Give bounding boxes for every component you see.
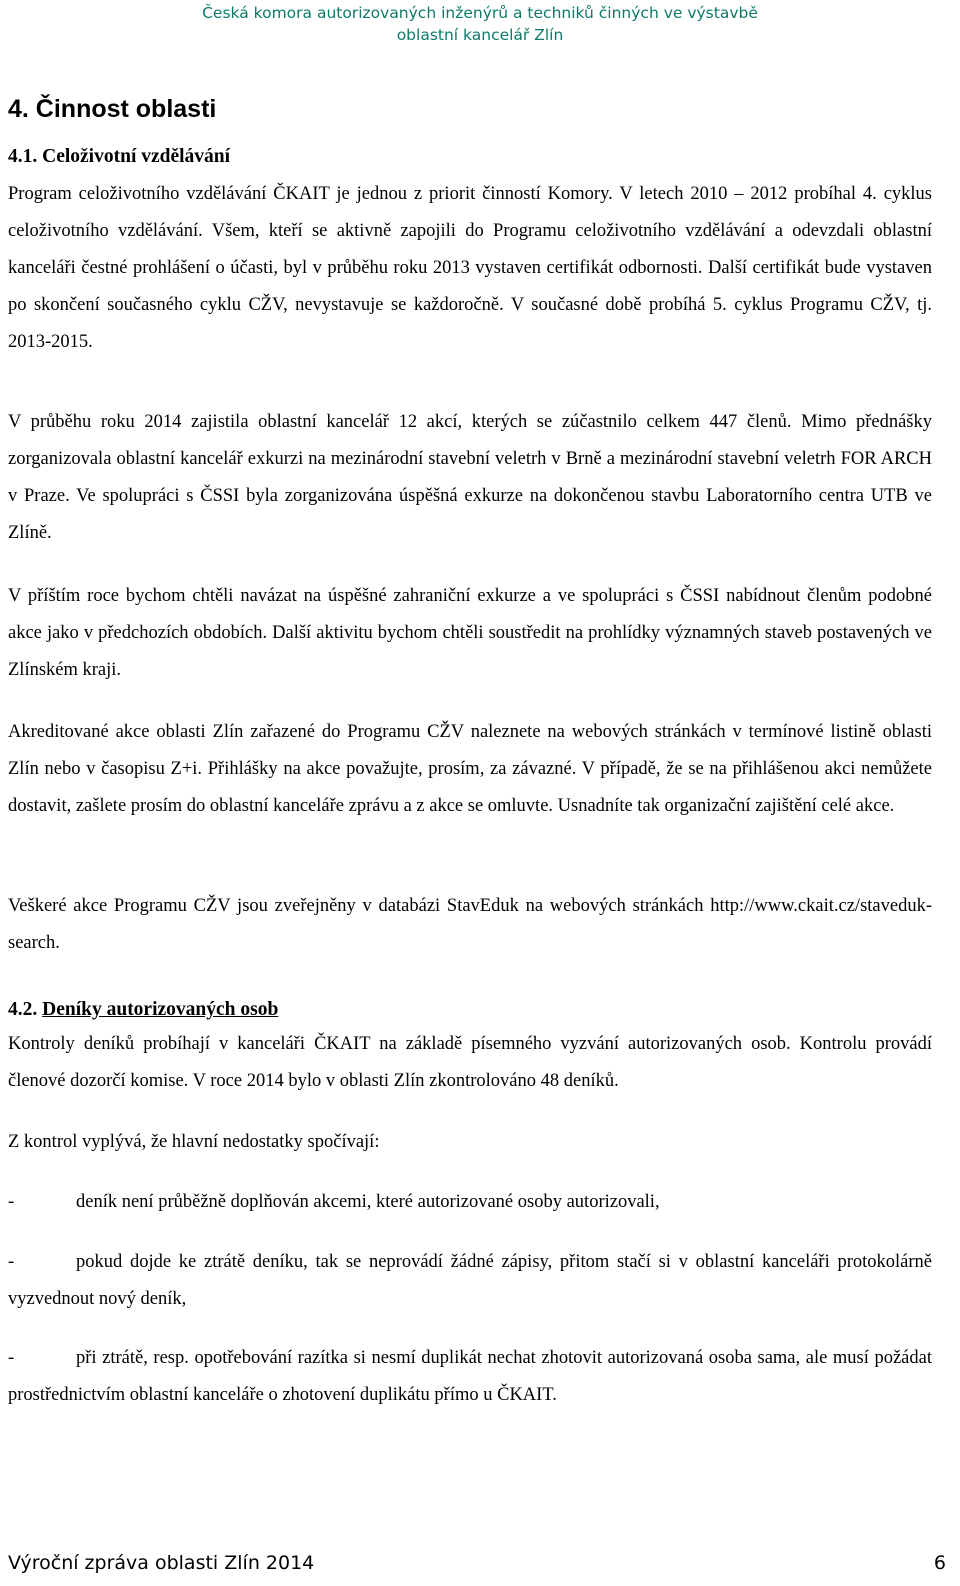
paragraph-accredited-events: Akreditované akce oblasti Zlín zařazené do Programu CŽV naleznete na webových stránkách v termínové listině oblasti Zlín nebo v časopisu Z+i. Přihlášky na akce považujte, prosím, za závazné. V případě, že se na přihlášenou akci nemůžete dostavit, zašlete prosím do oblastní kanceláře zprávu a z akce se omluvte. Usnadníte tak organizační zajištění celé akce. [8, 722, 932, 816]
subsection-title-4-1: 4.1. Celoživotní vzdělávání [8, 146, 231, 167]
footer-page-number: 6 [933, 1552, 946, 1574]
paragraph-next-year: V příštím roce bychom chtěli navázat na úspěšné zahraniční exkurze a ve spolupráci s ČSSI nabídnout členům podobné akce jako v předchozích obdobích. Další aktivitu bychom chtěli soustředit na prohlídky významných staveb postavených ve Zlínském kraji. [8, 586, 932, 680]
paragraph-staveduk: Veškeré akce Programu CŽV jsou zveřejněny v databázi StavEduk na webových stránkách http://www.ckait.cz/staveduk-search. [8, 896, 932, 953]
section-title: 4. Činnost oblasti [8, 95, 217, 123]
list-dash: - [8, 1348, 15, 1368]
paragraph-events-2014: V průběhu roku 2014 zajistila oblastní kancelář 12 akcí, kterých se zúčastnilo celkem 447 členů. Mimo přednášky zorganizovala oblastní kancelář exkurzi na mezinárodní stavební veletrh v Brně a mezinárodní stavební veletrh FOR ARCH v Praze. Ve spolupráci s ČSSI byla zorganizována úspěšná exkurze na dokončenou stavbu Laboratorního centra UTB ve Zlíně. [8, 412, 932, 543]
list-dash: - [8, 1192, 15, 1212]
list-dash: - [8, 1252, 15, 1272]
header-organization: Česká komora autorizovaných inženýrů a techniků činných ve výstavbě [202, 4, 758, 22]
list-item [8, 1340, 932, 1414]
subsection-heading-text: Deníky autorizovaných osob [42, 999, 279, 1020]
list-item-text: při ztrátě, resp. opotřebování razítka si nesmí duplikát nechat zhotovit autorizovaná osoba sama, ale musí požádat prostřednictvím oblastní kanceláře o zhotovení duplikátu přímo u ČKAIT. [8, 1348, 932, 1405]
paragraph-diary-checks: Kontroly deníků probíhají v kanceláři ČKAIT na základě písemného vyzvání autorizovaných osob. Kontrolu provádí členové dozorčí komise. V roce 2014 bylo v oblasti Zlín zkontrolováno 48 deníků. [8, 1034, 932, 1091]
list-item [8, 1184, 932, 1221]
header-office: oblastní kancelář Zlín [396, 26, 564, 44]
page-header [0, 2, 960, 46]
subsection-number: 4.2. [8, 999, 38, 1020]
paragraph-czv-program: Program celoživotního vzdělávání ČKAIT je jednou z priorit činností Komory. V letech 2010 – 2012 probíhal 4. cyklus celoživotního vzdělávání. Všem, kteří se aktivně zapojili do Programu celoživotního vzdělávání a odevzdali oblastní kanceláři čestné prohlášení o účasti, byl v průběhu roku 2013 vystaven certifikát odbornosti. Další certifikát bude vystaven po skončení současného cyklu CŽV, nevystavuje se každoročně. V současné době probíhá 5. cyklus Programu CŽV, tj. 2013-2015. [8, 184, 932, 352]
list-item-text: pokud dojde ke ztrátě deníku, tak se neprovádí žádné zápisy, přitom stačí si v oblastní kanceláři protokolárně vyzvednout nový deník, [8, 1252, 932, 1309]
subsection-title-4-2 [8, 997, 278, 1023]
footer-report-title: Výroční zpráva oblasti Zlín 2014 [8, 1552, 315, 1574]
paragraph-findings-intro: Z kontrol vyplývá, že hlavní nedostatky spočívají: [8, 1132, 380, 1152]
list-item [8, 1244, 932, 1318]
list-item-text: deník není průběžně doplňován akcemi, které autorizované osoby autorizovali, [76, 1192, 660, 1212]
